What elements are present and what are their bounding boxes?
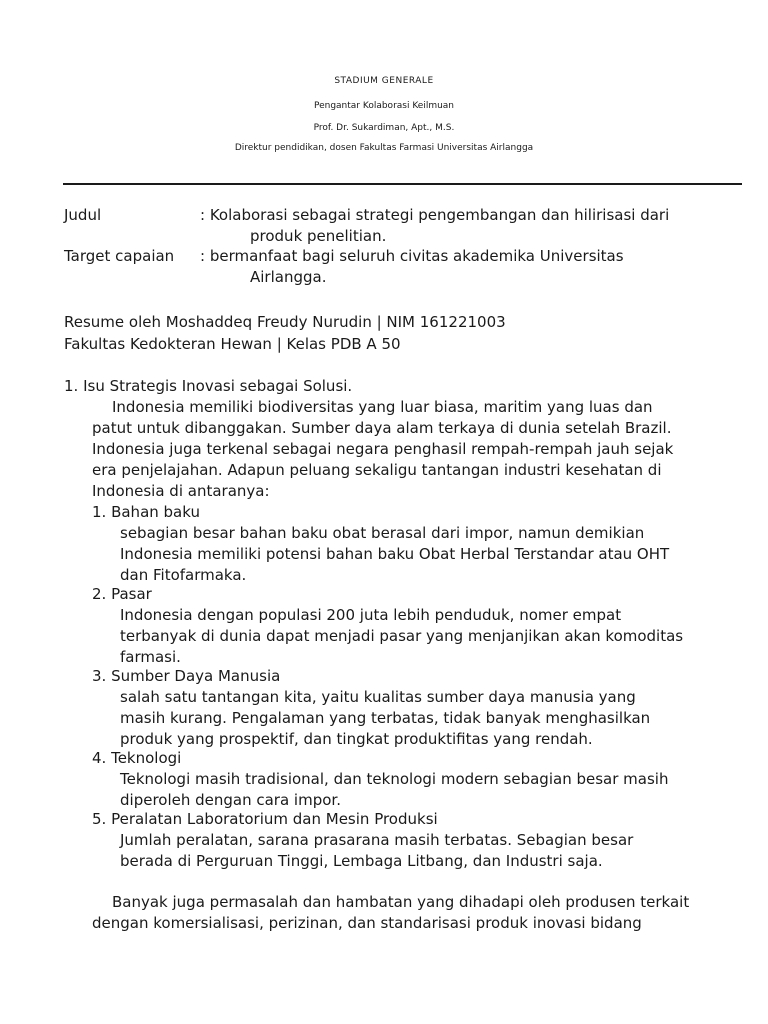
section-heading: 1. Isu Strategis Inovasi sebagai Solusi. [64, 377, 353, 395]
list-item-label: 2. Pasar [92, 585, 152, 603]
list-item-label: 4. Teknologi [92, 749, 182, 767]
list-item-line: Teknologi masih tradisional, dan teknologi modern sebagian besar masih [120, 770, 669, 788]
list-item-line: diperoleh dengan cara impor. [120, 791, 341, 809]
list-item-line: dan Fitofarmaka. [120, 566, 247, 584]
list-item-line: Indonesia memiliki potensi bahan baku Obat Herbal Terstandar atau OHT [120, 545, 670, 563]
faculty-line: Fakultas Kedokteran Hewan | Kelas PDB A 50 [64, 335, 401, 353]
target-label: Target capaian [64, 247, 175, 265]
paragraph-line: dengan komersialisasi, perizinan, dan standarisasi produk inovasi bidang [92, 914, 642, 932]
list-item-line: Indonesia dengan populasi 200 juta lebih penduduk, nomer empat [120, 606, 622, 624]
paragraph-line: Indonesia memiliki biodiversitas yang luar biasa, maritim yang luas dan [112, 398, 653, 416]
list-item-line: masih kurang. Pengalaman yang terbatas, tidak banyak menghasilkan [120, 709, 651, 727]
list-item-line: berada di Perguruan Tinggi, Lembaga Litbang, dan Industri saja. [120, 852, 603, 870]
author-line: Resume oleh Moshaddeq Freudy Nurudin | NIM 161221003 [64, 313, 506, 331]
paragraph-line: patut untuk dibanggakan. Sumber daya alam terkaya di dunia setelah Brazil. [92, 419, 672, 437]
paragraph-line: era penjelajahan. Adapun peluang sekaligu tantangan industri kesehatan di [92, 461, 662, 479]
list-item-line: Jumlah peralatan, sarana prasarana masih terbatas. Sebagian besar [120, 831, 634, 849]
document-title: STADIUM GENERALE [334, 76, 434, 86]
list-item-line: farmasi. [120, 648, 181, 666]
judul-label: Judul [64, 206, 102, 224]
paragraph-line: Banyak juga permasalah dan hambatan yang dihadapi oleh produsen terkait [112, 893, 690, 911]
speaker-affiliation: Direktur pendidikan, dosen Fakultas Farmasi Universitas Airlangga [234, 143, 534, 153]
header-divider [63, 183, 742, 185]
list-item-label: 5. Peralatan Laboratorium dan Mesin Produksi [92, 810, 438, 828]
list-item-line: sebagian besar bahan baku obat berasal dari impor, namun demikian [120, 524, 645, 542]
document-subtitle: Pengantar Kolaborasi Keilmuan [313, 101, 455, 111]
list-item-label: 3. Sumber Daya Manusia [92, 667, 281, 685]
judul-text: : Kolaborasi sebagai strategi pengembangan dan hilirisasi dari [200, 206, 670, 224]
list-item-label: 1. Bahan baku [92, 503, 200, 521]
speaker-name: Prof. Dr. Sukardiman, Apt., M.S. [313, 123, 455, 133]
list-item-line: terbanyak di dunia dapat menjadi pasar yang menjanjikan akan komoditas [120, 627, 684, 645]
paragraph-line: Indonesia di antaranya: [92, 482, 270, 500]
paragraph-line: Indonesia juga terkenal sebagai negara penghasil rempah-rempah jauh sejak [92, 440, 674, 458]
target-text: : bermanfaat bagi seluruh civitas akademika Universitas [200, 247, 624, 265]
judul-text-cont: produk penelitian. [250, 227, 387, 245]
target-text-cont: Airlangga. [250, 268, 327, 286]
list-item-line: produk yang prospektif, dan tingkat produktifitas yang rendah. [120, 730, 593, 748]
list-item-line: salah satu tantangan kita, yaitu kualitas sumber daya manusia yang [120, 688, 636, 706]
